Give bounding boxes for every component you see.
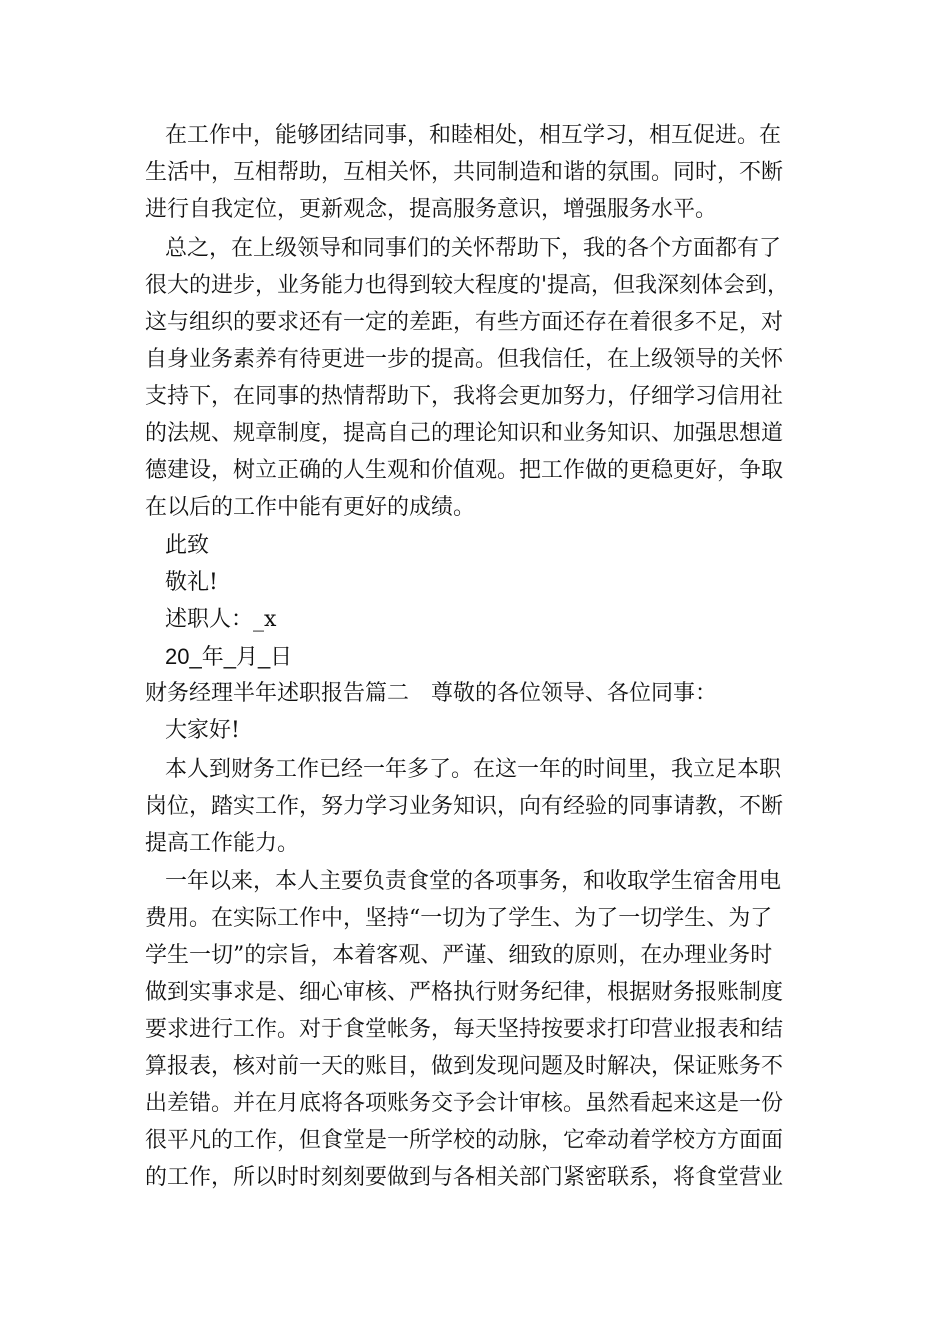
closing-regards: 敬礼! (165, 570, 218, 595)
paragraph-line: 很平凡的工作，但食堂是一所学校的动脉，它牵动着学校方方面面 (145, 1128, 784, 1153)
paragraph-line: 出差错。并在月底将各项账务交予会计审核。虽然看起来这是一份 (145, 1091, 784, 1116)
paragraph-line: 费用。在实际工作中，坚持“一切为了学生、为了一切学生、为了 (145, 906, 773, 931)
paragraph-line: 进行自我定位，更新观念，提高服务意识，增强服务水平。 (145, 197, 718, 222)
paragraph-line: 的工作，所以时时刻刻要做到与各相关部门紧密联系，将食堂营业 (145, 1165, 784, 1190)
section-heading: 财务经理半年述职报告篇二 尊敬的各位领导、各位同事： (145, 681, 718, 706)
paragraph-line: 一年以来，本人主要负责食堂的各项事务，和收取学生宿舍用电 (165, 869, 782, 894)
paragraph-line: 算报表，核对前一天的账目，做到发现问题及时解决，保证账务不 (145, 1054, 784, 1079)
paragraph-line: 德建设，树立正确的人生观和价值观。把工作做的更稳更好，争取 (145, 458, 784, 483)
paragraph-line: 要求进行工作。对于食堂帐务，每天坚持按要求打印营业报表和结 (145, 1017, 784, 1042)
paragraph-line: 生活中，互相帮助，互相关怀，共同制造和谐的氛围。同时，不断 (145, 160, 784, 185)
paragraph-line: 的法规、规章制度，提高自己的理论知识和业务知识、加强思想道 (145, 421, 784, 446)
paragraph-line: 岗位，踏实工作，努力学习业务知识，向有经验的同事请教，不断 (145, 794, 784, 819)
paragraph-line: 做到实事求是、细心审核、严格执行财务纪律，根据财务报账制度 (145, 980, 784, 1005)
signature-line: 述职人：_x (165, 607, 277, 632)
paragraph-line: 在以后的工作中能有更好的成绩。 (145, 495, 476, 520)
closing-salutation: 此致 (165, 533, 210, 558)
paragraph-line: 很大的进步，业务能力也得到较大程度的'提高，但我深刻体会到， (145, 273, 790, 298)
greeting: 大家好! (165, 718, 240, 743)
paragraph-line: 在工作中，能够团结同事，和睦相处，相互学习，相互促进。在 (165, 123, 782, 148)
paragraph-line: 这与组织的要求还有一定的差距，有些方面还存在着很多不足，对 (145, 310, 784, 335)
paragraph-line: 提高工作能力。 (145, 831, 300, 856)
paragraph-line: 总之，在上级领导和同事们的关怀帮助下，我的各个方面都有了 (165, 236, 782, 261)
paragraph-line: 支持下，在同事的热情帮助下，我将会更加努力，仔细学习信用社 (145, 384, 784, 409)
paragraph-line: 学生一切”的宗旨，本着客观、严谨、细致的原则，在办理业务时 (145, 943, 773, 968)
paragraph-line: 本人到财务工作已经一年多了。在这一年的时间里，我立足本职 (165, 757, 782, 782)
paragraph-line: 自身业务素养有待更进一步的提高。但我信任，在上级领导的关怀 (145, 347, 784, 372)
date-line: 20_年_月_日 (165, 644, 293, 669)
